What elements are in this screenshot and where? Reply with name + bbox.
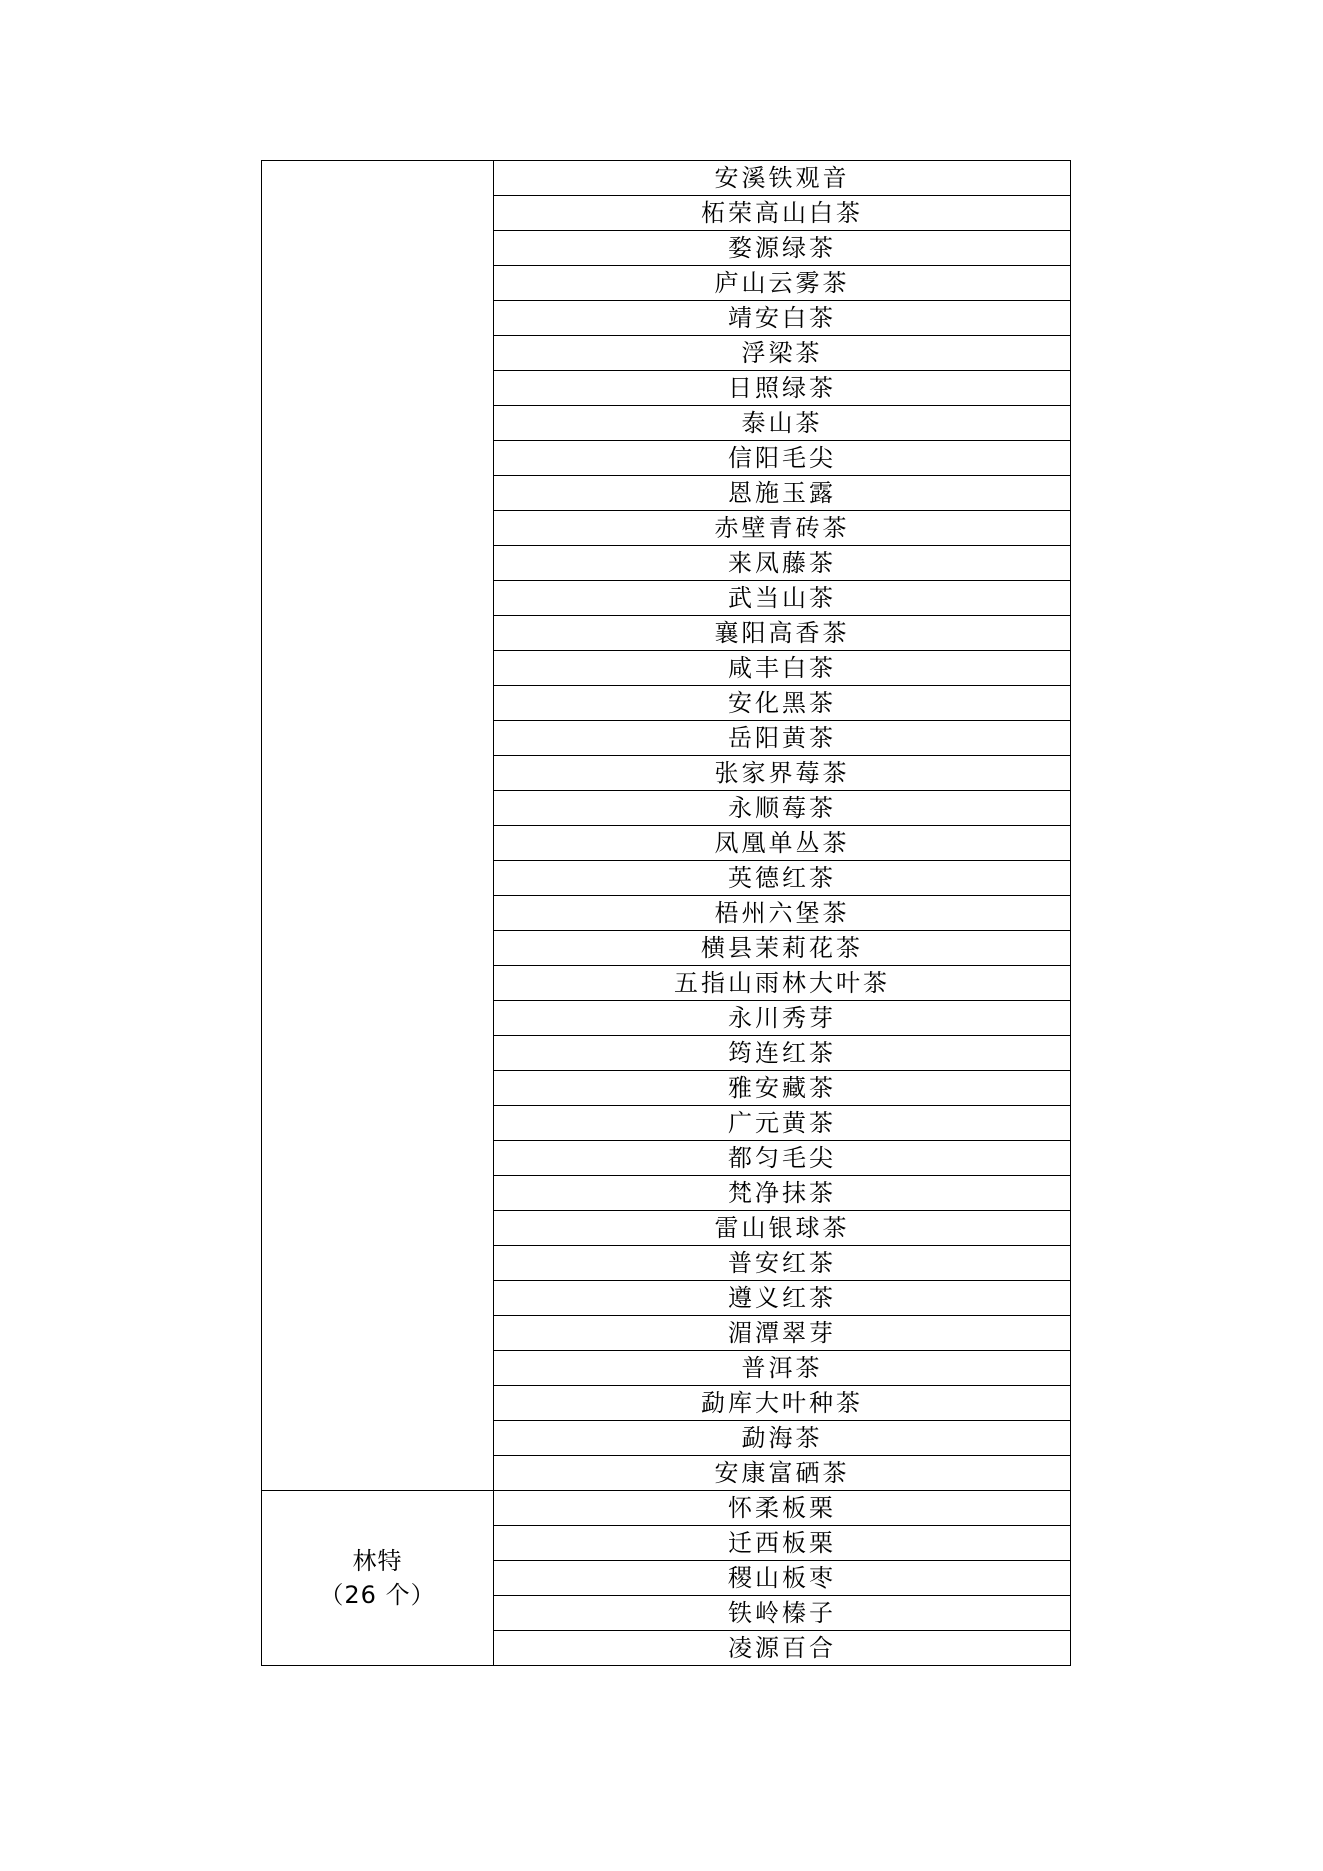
product-name-cell: 张家界莓茶: [494, 756, 1071, 791]
product-name-cell: 襄阳高香茶: [494, 616, 1071, 651]
product-name-cell: 凤凰单丛茶: [494, 826, 1071, 861]
product-name-cell: 武当山茶: [494, 581, 1071, 616]
product-name-cell: 永川秀芽: [494, 1001, 1071, 1036]
product-name-cell: 湄潭翠芽: [494, 1316, 1071, 1351]
product-name-cell: 普安红茶: [494, 1246, 1071, 1281]
table-row: [262, 161, 1071, 196]
product-name-cell: 柘荣高山白茶: [494, 196, 1071, 231]
product-name-cell: 怀柔板栗: [494, 1491, 1071, 1526]
product-name-cell: 浮梁茶: [494, 336, 1071, 371]
product-name-cell: 泰山茶: [494, 406, 1071, 441]
product-name-cell: 恩施玉露: [494, 476, 1071, 511]
product-name-cell: 靖安白茶: [494, 301, 1071, 336]
product-name-cell: 安溪铁观音: [494, 161, 1071, 196]
product-name-cell: 婺源绿茶: [494, 231, 1071, 266]
product-name-cell: 日照绿茶: [494, 371, 1071, 406]
product-name-cell: 都匀毛尖: [494, 1141, 1071, 1176]
category-cell: [262, 161, 494, 1491]
product-name-cell: 雷山银球茶: [494, 1211, 1071, 1246]
category-cell: [262, 1491, 494, 1666]
product-name-cell: 安化黑茶: [494, 686, 1071, 721]
product-name-cell: 普洱茶: [494, 1351, 1071, 1386]
product-name-cell: 赤壁青砖茶: [494, 511, 1071, 546]
product-name-cell: 遵义红茶: [494, 1281, 1071, 1316]
product-name-cell: 筠连红茶: [494, 1036, 1071, 1071]
product-name-cell: 铁岭榛子: [494, 1596, 1071, 1631]
category-label: 林特: [352, 1547, 403, 1575]
product-name-cell: 庐山云雾茶: [494, 266, 1071, 301]
product-catalog-table: [261, 160, 1071, 1666]
product-name-cell: 永顺莓茶: [494, 791, 1071, 826]
product-name-cell: 信阳毛尖: [494, 441, 1071, 476]
product-name-cell: 横县茉莉花茶: [494, 931, 1071, 966]
category-count: （26 个）: [319, 1581, 436, 1609]
product-name-cell: 五指山雨林大叶茶: [494, 966, 1071, 1001]
product-name-cell: 稷山板枣: [494, 1561, 1071, 1596]
table-row: [262, 1491, 1071, 1526]
product-name-cell: 凌源百合: [494, 1631, 1071, 1666]
product-name-cell: 迁西板栗: [494, 1526, 1071, 1561]
product-name-cell: 来凤藤茶: [494, 546, 1071, 581]
product-name-cell: 安康富硒茶: [494, 1456, 1071, 1491]
product-name-cell: 梵净抹茶: [494, 1176, 1071, 1211]
catalog-table-body: [262, 161, 1071, 1666]
product-name-cell: 岳阳黄茶: [494, 721, 1071, 756]
product-name-cell: 广元黄茶: [494, 1106, 1071, 1141]
product-name-cell: 勐库大叶种茶: [494, 1386, 1071, 1421]
product-name-cell: 勐海茶: [494, 1421, 1071, 1456]
product-name-cell: 梧州六堡茶: [494, 896, 1071, 931]
product-name-cell: 雅安藏茶: [494, 1071, 1071, 1106]
product-name-cell: 英德红茶: [494, 861, 1071, 896]
product-name-cell: 咸丰白茶: [494, 651, 1071, 686]
